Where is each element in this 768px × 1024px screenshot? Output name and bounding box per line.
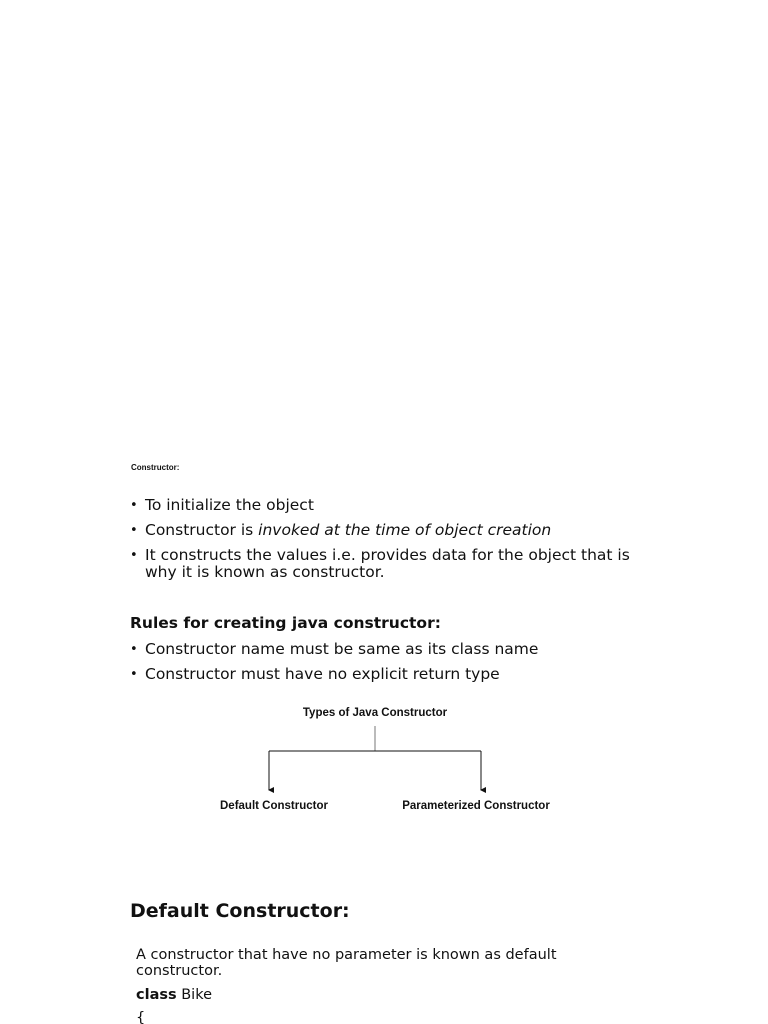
rules-heading: Rules for creating java constructor: <box>130 614 441 632</box>
bullet-emphasis: invoked at the time of object creation <box>258 521 552 539</box>
bullet-text: To initialize the object <box>145 496 314 514</box>
default-constructor-description: A constructor that have no parameter is known as default constructor. <box>136 947 557 979</box>
diagram-left-label: Default Constructor <box>220 800 328 812</box>
bullet-text: Constructor must have no explicit return type <box>145 665 500 683</box>
bullet-text: It constructs the values i.e. provides data for the object that is why it is known as constructor. <box>145 546 630 581</box>
code-brace: { <box>136 1010 146 1024</box>
code-class-name: Bike <box>176 987 213 1003</box>
code-line <box>136 987 212 1003</box>
list-item <box>130 522 650 539</box>
code-line <box>136 1010 145 1024</box>
code-keyword: class <box>136 987 177 1003</box>
intro-bullet-list <box>130 497 650 589</box>
default-constructor-heading: Default Constructor: <box>130 900 350 922</box>
section-title-small: Constructor: <box>131 463 180 472</box>
bullet-text: Constructor name must be same as its class name <box>145 640 539 658</box>
diagram-right-label: Parameterized Constructor <box>402 800 550 812</box>
diagram-root-label: Types of Java Constructor <box>302 707 448 719</box>
constructor-types-diagram <box>200 700 580 820</box>
list-item <box>130 547 650 581</box>
list-item <box>130 641 650 658</box>
bullet-text: Constructor is <box>145 521 259 539</box>
list-item <box>130 666 650 683</box>
list-item <box>130 497 650 514</box>
rules-bullet-list <box>130 641 650 691</box>
